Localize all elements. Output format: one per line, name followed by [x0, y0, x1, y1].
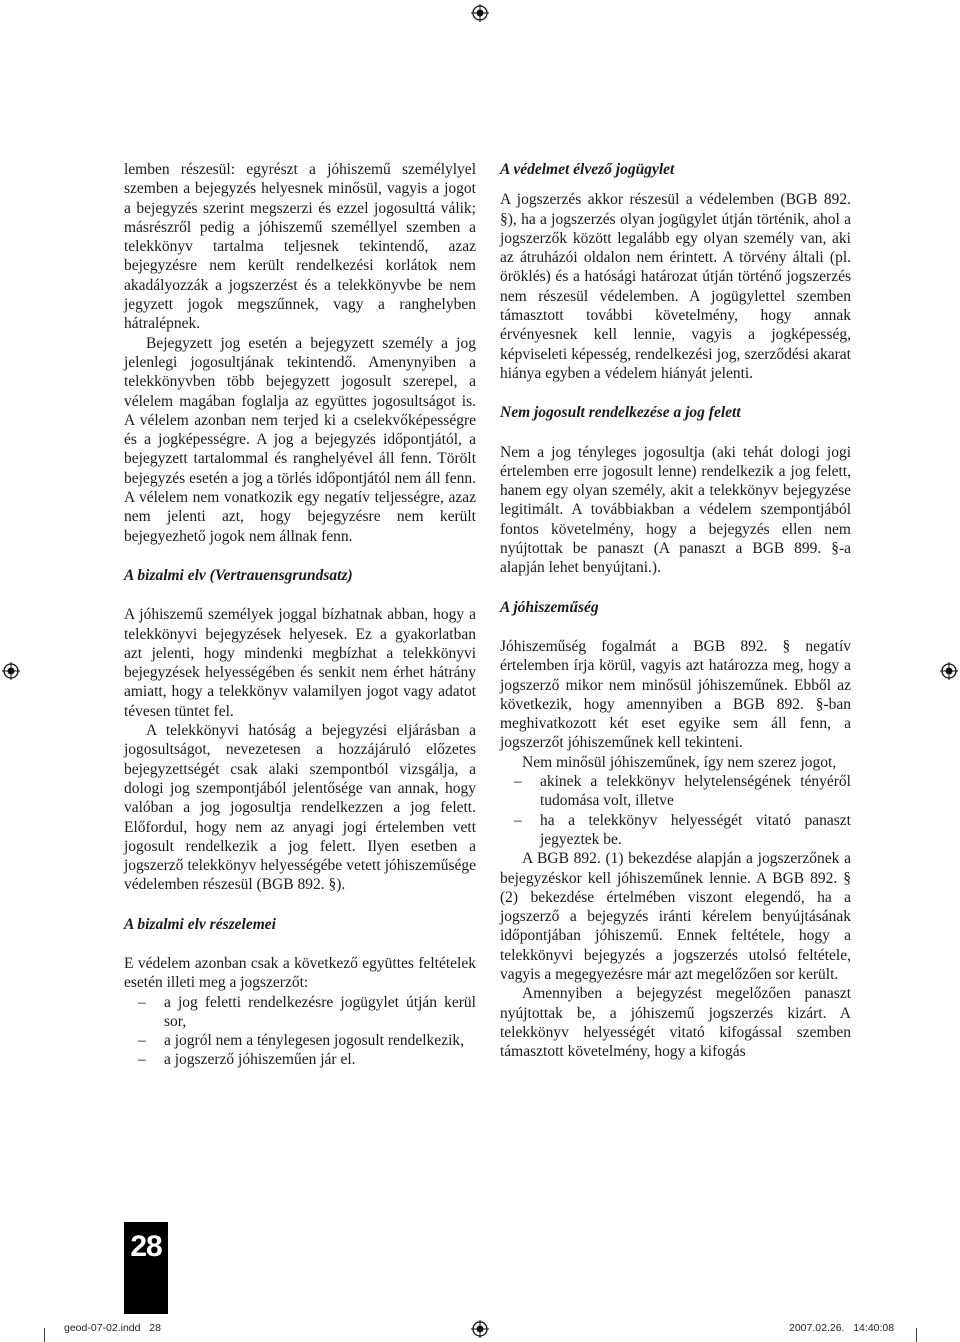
heading-bizalmi-elv-reszelemei: A bizalmi elv részelemei [124, 915, 276, 933]
registration-mark-top-icon [471, 4, 489, 22]
right-column [500, 160, 851, 1061]
registration-mark-bottom-icon [471, 1320, 489, 1338]
right-paragraph-6: Amennyiben a bejegyzést megelőzően panaszt nyújtottak be, a jóhiszemű jogszerzés kizárt. A telekkönyv helyességét vitató kifogással szemben támasztott követelmény, hogy a kifogás [500, 985, 851, 1061]
bad-faith-list [500, 772, 851, 849]
page-number: 28 [130, 1230, 162, 1263]
right-paragraph-1a: A jogszerzés akkor részesül a védelemben (BGB 892. §), ha a jogszerzés olyan jogügylet útján történik, ahol a jogszerzők között legalább egy olyan személy van, aki az átruházói oldalon nem érintett. A törvény általi (pl. öröklés) és a hatósági határozat útján történő jogszerzés nem részesül védelemben. [500, 191, 851, 305]
list-item: – akinek a telekkönyv helytelenségének tényéről tudomása volt, illetve [500, 772, 851, 811]
heading-bizalmi-elv: A bizalmi elv (Vertrauensgrundsatz) [124, 566, 353, 584]
right-paragraph-1 [500, 190, 851, 383]
left-column [124, 160, 476, 1070]
right-paragraph-2: Nem a jog tényleges jogosultja (aki tehát dologi jogi értelemben erre jogosult lenne) rendelkezik a jog felett, hanem egy olyan személy, akit a telekkönyv bejegyzése legitimált. A továbbiakban a védelem szempontjából fontos követelmény, hogy a bejegyzés ellen nem nyújtottak be panaszt (A panaszt a BGB 899. §-a alapján lehet benyújtani.). [500, 443, 851, 577]
left-paragraph-1: lemben részesül: egyrészt a jóhiszemű személylyel szemben a bejegyzés helyesnek minősül, vagyis a jogot a bejegyzés szerint megszerzi és ezzel jogosulttá válik; másrészről pedig a jóhiszemű személlyel szemben a telekkönyv tartalma teljesnek tekintendő, azaz bejegyzésre nem került rendelkezési korlátok nem akadályozzák a jogszerzést és a telekkönyvbe be nem jegyzett jogok megszűnnek, vagy a ranghelyben hátralépnek. [124, 161, 476, 333]
left-paragraph-3: A jóhiszemű személyek joggal bízhatnak abban, hogy a telekkönyvi bejegyzések helyesek. Ez a gyakorlatban azt jelenti, hogy mindenki megbízhat a telekkönyvi bejegyzések helyességében és senkit nem érhet hátrány amiatt, hogy a telekkönyv valamilyen jogot vagy adatot tévesen tüntet fel. [124, 606, 476, 720]
registration-mark-left-icon [2, 662, 20, 680]
footer-timestamp: 2007.02.26. 14:40:08 [789, 1322, 895, 1334]
right-paragraph-1b: A jogügylettel szemben támasztott további követelmény, hogy annak érvényesnek kell lennie, vagyis a jogképesség, képviseleti képesség, rendelkezési jog, szerződési akarat hiánya egyben a védelem hiányát jelenti. [500, 287, 851, 382]
footer-file-info: geod-07-02.indd 28 [64, 1322, 161, 1334]
left-paragraph-4: A telekkönyvi hatóság a bejegyzési eljárásban a jogosultságot, nevezetesen a hozzájáruló előzetes bejegyzettségét csak alaki szempontból vizsgálja, a dologi jog szempontjából jelentősége van annak, hogy valóban a jog jogosultja rendelkezzen a jog felett. Előfordul, hogy nem az anyagi jogi értelemben vett jogosult rendelkezik a jog felett. Ilyen esetben a jogszerző telekkönyv helyességébe vetett jóhiszeműsége védelemben részesül (BGB 892. §). [124, 722, 476, 894]
list-item: – a jogszerző jóhiszeműen jár el. [124, 1050, 476, 1069]
right-paragraph-4: Nem minősül jóhiszeműnek, így nem szerez jogot, [522, 753, 837, 771]
right-paragraph-3: Jóhiszeműség fogalmát a BGB 892. § negatív értelemben írja körül, vagyis azt határozza meg, hogy a jogszerző mikor nem minősül jóhiszeműnek. Ebből az következik, hogy amennyiben a BGB 892. §-ban meghivatkozott két eset egyike sem áll fenn, a jogszerzőt jóhiszeműnek kell tekinteni. [500, 637, 851, 752]
list-item: – ha a telekkönyv helyességét vitató panaszt jegyeztek be. [500, 811, 851, 850]
heading-johiszemuseg: A jóhiszeműség [500, 598, 599, 616]
crop-mark-bottom-left [44, 1328, 45, 1342]
right-paragraph-5: A BGB 892. (1) bekezdése alapján a jogszerzőnek a bejegyzéskor kell jóhiszeműnek lennie. A BGB 892. § (2) bekezdése értelmében viszont elegendő, ha a jogszerző a bejegyzés iránti kérelem benyújtásának időpontjában jóhiszemű. Ennek feltétele, hogy a telekkönyvi bejegyzés a jogszerzés utolsó feltétele, vagyis a megegyezésre már azt megelőzően sor került. [500, 850, 851, 983]
list-item: – a jogról nem a ténylegesen jogosult rendelkezik, [124, 1031, 476, 1050]
registration-mark-right-icon [940, 662, 958, 680]
list-item: – a jog feletti rendelkezésre jogügylet útján kerül sor, [124, 993, 476, 1032]
conditions-list [124, 993, 476, 1070]
heading-vedelmet-elvezo-jogugylet: A védelmet élvező jogügylet [500, 161, 675, 178]
heading-nem-jogosult-rendelkezese: Nem jogosult rendelkezése a jog felett [500, 404, 741, 422]
left-paragraph-5: E védelem azonban csak a következő együttes feltételek esetén illeti meg a jogszerzőt: [124, 954, 476, 992]
page-number-box [124, 1222, 168, 1314]
crop-mark-bottom-right [916, 1328, 917, 1342]
left-paragraph-2: Bejegyzett jog esetén a bejegyzett személy a jog jelenlegi jogosultjának tekintendő. Amenynyiben a telekkönyvben több bejegyzett jogosult szerepel, a vélelem magában foglalja az együttes jogosultságot is. A vélelem azonban nem terjed ki a cselekvőképességre és a jogképességre. A jog a bejegyzés időpontjától, a bejegyzett tartalommal és ranghelyével áll fenn. Törölt bejegyzés esetén a jog a törlés időpontjától nem áll fenn. A vélelem nem vonatkozik egy negatív teljességre, azaz nem jelenti azt, hogy bejegyzésre nem került bejegyezhető jogok nem állnak fenn. [124, 334, 476, 545]
